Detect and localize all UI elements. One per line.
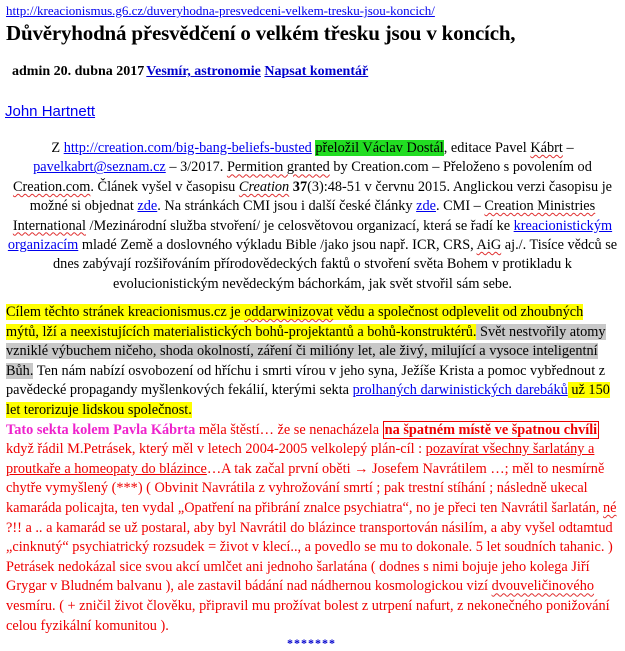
- intro-text: mladé Země a doslovného výkladu Bible /jako jsou např. ICR, CRS,: [78, 237, 477, 254]
- intro-text: aj./. Tisíce vědců se dnes zabývají rozšiřováním přírodovědeckých faktů o stvoření světa Bohem v protikladu k evolucionistickým nevědeckým báchorkám, jak svět stvořil sám sebe.: [53, 237, 618, 292]
- intro-text: by Creation.com – Přeloženo s povolením od: [329, 159, 592, 176]
- kabrt-text: dvouveličinového: [491, 578, 595, 595]
- sect-link[interactable]: prolhaných darwinistických darebáků: [352, 382, 568, 399]
- meta-author: admin: [12, 64, 51, 79]
- section-separator: *******: [287, 636, 336, 650]
- email-link[interactable]: pavelkabrt@seznam.cz: [33, 159, 166, 176]
- kabrt-text: pozavírat všechny šarlatány a proutkaře a homeopaty do blázince: [6, 441, 595, 477]
- intro-text: /Mezinárodní služba stvoření/ je celosvětovou organizací, která se řadí ke: [85, 217, 514, 234]
- category-link[interactable]: Vesmír, astronomie: [146, 64, 261, 79]
- boxed-phrase: na špatném místě ve špatnou chvíli: [384, 421, 598, 438]
- czech-articles-link[interactable]: zde: [416, 198, 436, 215]
- kabrt-text: né: [603, 499, 617, 516]
- kabrt-text: …A tak začal první oběti → Josefem Navrátilem …; měl to nesmírně chytře vymyšlený (***) ( Obvinit Navrátila z vyhrožování smrtí ; pak trestní stíhání ; následně ukecal kamaráda policajta, ten vydal „Opatření na přibrání znalce psychiatra“, no je přeci ten Navrátil šarlatán,: [6, 460, 605, 516]
- kabrt-text: Tato sekta kolem Pavla Kábrta: [6, 421, 196, 438]
- mission-text: vědu a společnost odplevelit od zhoubných mýtů, lží a neexistujících materialistických bohů-projektantů a bohů-konstruktérů.: [6, 304, 584, 340]
- mission-highlight: už 150 let terorizuje lidskou společnost.: [6, 382, 610, 418]
- intro-text: . Na stránkách CMI jsou i další české články: [157, 198, 417, 215]
- kabrt-text: ?!! a .. a kamarád se už postaral, aby byl Navrátil do blázince transportován násilím, a aby vyšel odtamtud „cinknutý“ psychiatrický rozsudek = život v klecí.., a povedlo se mu to dokonale. 5 let soudních tahanic. ) Petrásek nedokázal sice svou akcí umlčet ani jednoho šarlatána ( dodnes s nimi bojuje jeho kolega Jiří Grygar v Bludném balvanu ), ale zastavil bádání nad nádhernou kosmologickou vizí: [6, 519, 613, 595]
- intro-text: Creation.com: [12, 178, 91, 195]
- intro-text: –: [562, 140, 574, 156]
- intro-paragraph: [6, 139, 619, 294]
- creation-orgs-link[interactable]: kreacionistickým organizacím: [7, 217, 613, 254]
- meta-date: 20. dubna 2017: [53, 64, 145, 79]
- intro-text: – 3/2017.: [165, 159, 227, 176]
- intro-text: (3):48-51 v červnu 2015. Anglickou verzi časopisu je možné si objednat: [29, 178, 613, 215]
- kabrt-text: měla štěstí… že se nenacházela: [195, 421, 383, 438]
- journal-name: Creation: [238, 178, 290, 195]
- intro-text: Permition granted: [226, 159, 330, 176]
- kabrt-text: když řádil M.Petrásek, který měl v letech 2004-2005 velkolepý plán-cíl :: [6, 441, 426, 458]
- post-meta: [12, 64, 368, 80]
- journal-volume: 37: [289, 178, 308, 195]
- mission-text: Cílem těchto stránek kreacionismus.cz je: [6, 304, 245, 320]
- mission-paragraph: [6, 303, 619, 636]
- comment-link[interactable]: Napsat komentář: [264, 64, 369, 79]
- mission-text: Ten nám nabízí osvobození od hříchu i smrti vírou v jeho syna, Ježíše Krista a pomoc vybřednout z pavědecké propagandy myšlenkových fekálií, kterými sekta: [6, 362, 606, 399]
- kabrt-text: vesmíru. ( + zničil život člověku, připravil mu prožívat bolest z utrpení nafurt, z nekonečného ponižování celou fyzikální komunitou ).: [6, 597, 610, 634]
- intro-text: . CMI –: [435, 198, 485, 215]
- intro-text: . Článek vyšel v časopisu: [90, 178, 239, 195]
- translator-credit: přeložil Václav Dostál: [315, 140, 444, 156]
- order-here-link[interactable]: zde: [137, 198, 158, 215]
- intro-text: Z: [51, 140, 64, 156]
- intro-text: Kábrt: [530, 140, 563, 156]
- source-url-link[interactable]: http://kreacionismus.g6.cz/duveryhodna-presvedceni-velkem-tresku-jsou-koncich/: [6, 3, 435, 18]
- mission-gray-highlight: Svět nestvořily atomy vzniklé výbuchem ničeho, shoda okolností, záření či milióny let, ale živý, milující a vysoce inteligentní Bůh.: [6, 323, 606, 379]
- kabrt-heading: [6, 422, 195, 438]
- intro-text: AiG: [476, 237, 502, 254]
- cmi-name: Creation Ministries International: [12, 198, 596, 234]
- page-title: Důvěryhodná přesvědčení o velkém třesku jsou v koncích,: [6, 21, 516, 45]
- mission-text: oddarwinizovat: [244, 304, 334, 320]
- byline-author-link[interactable]: John Hartnett: [5, 103, 96, 120]
- creation-article-link[interactable]: http://creation.com/big-bang-beliefs-busted: [63, 140, 312, 156]
- intro-text: , editace Pavel: [443, 140, 531, 156]
